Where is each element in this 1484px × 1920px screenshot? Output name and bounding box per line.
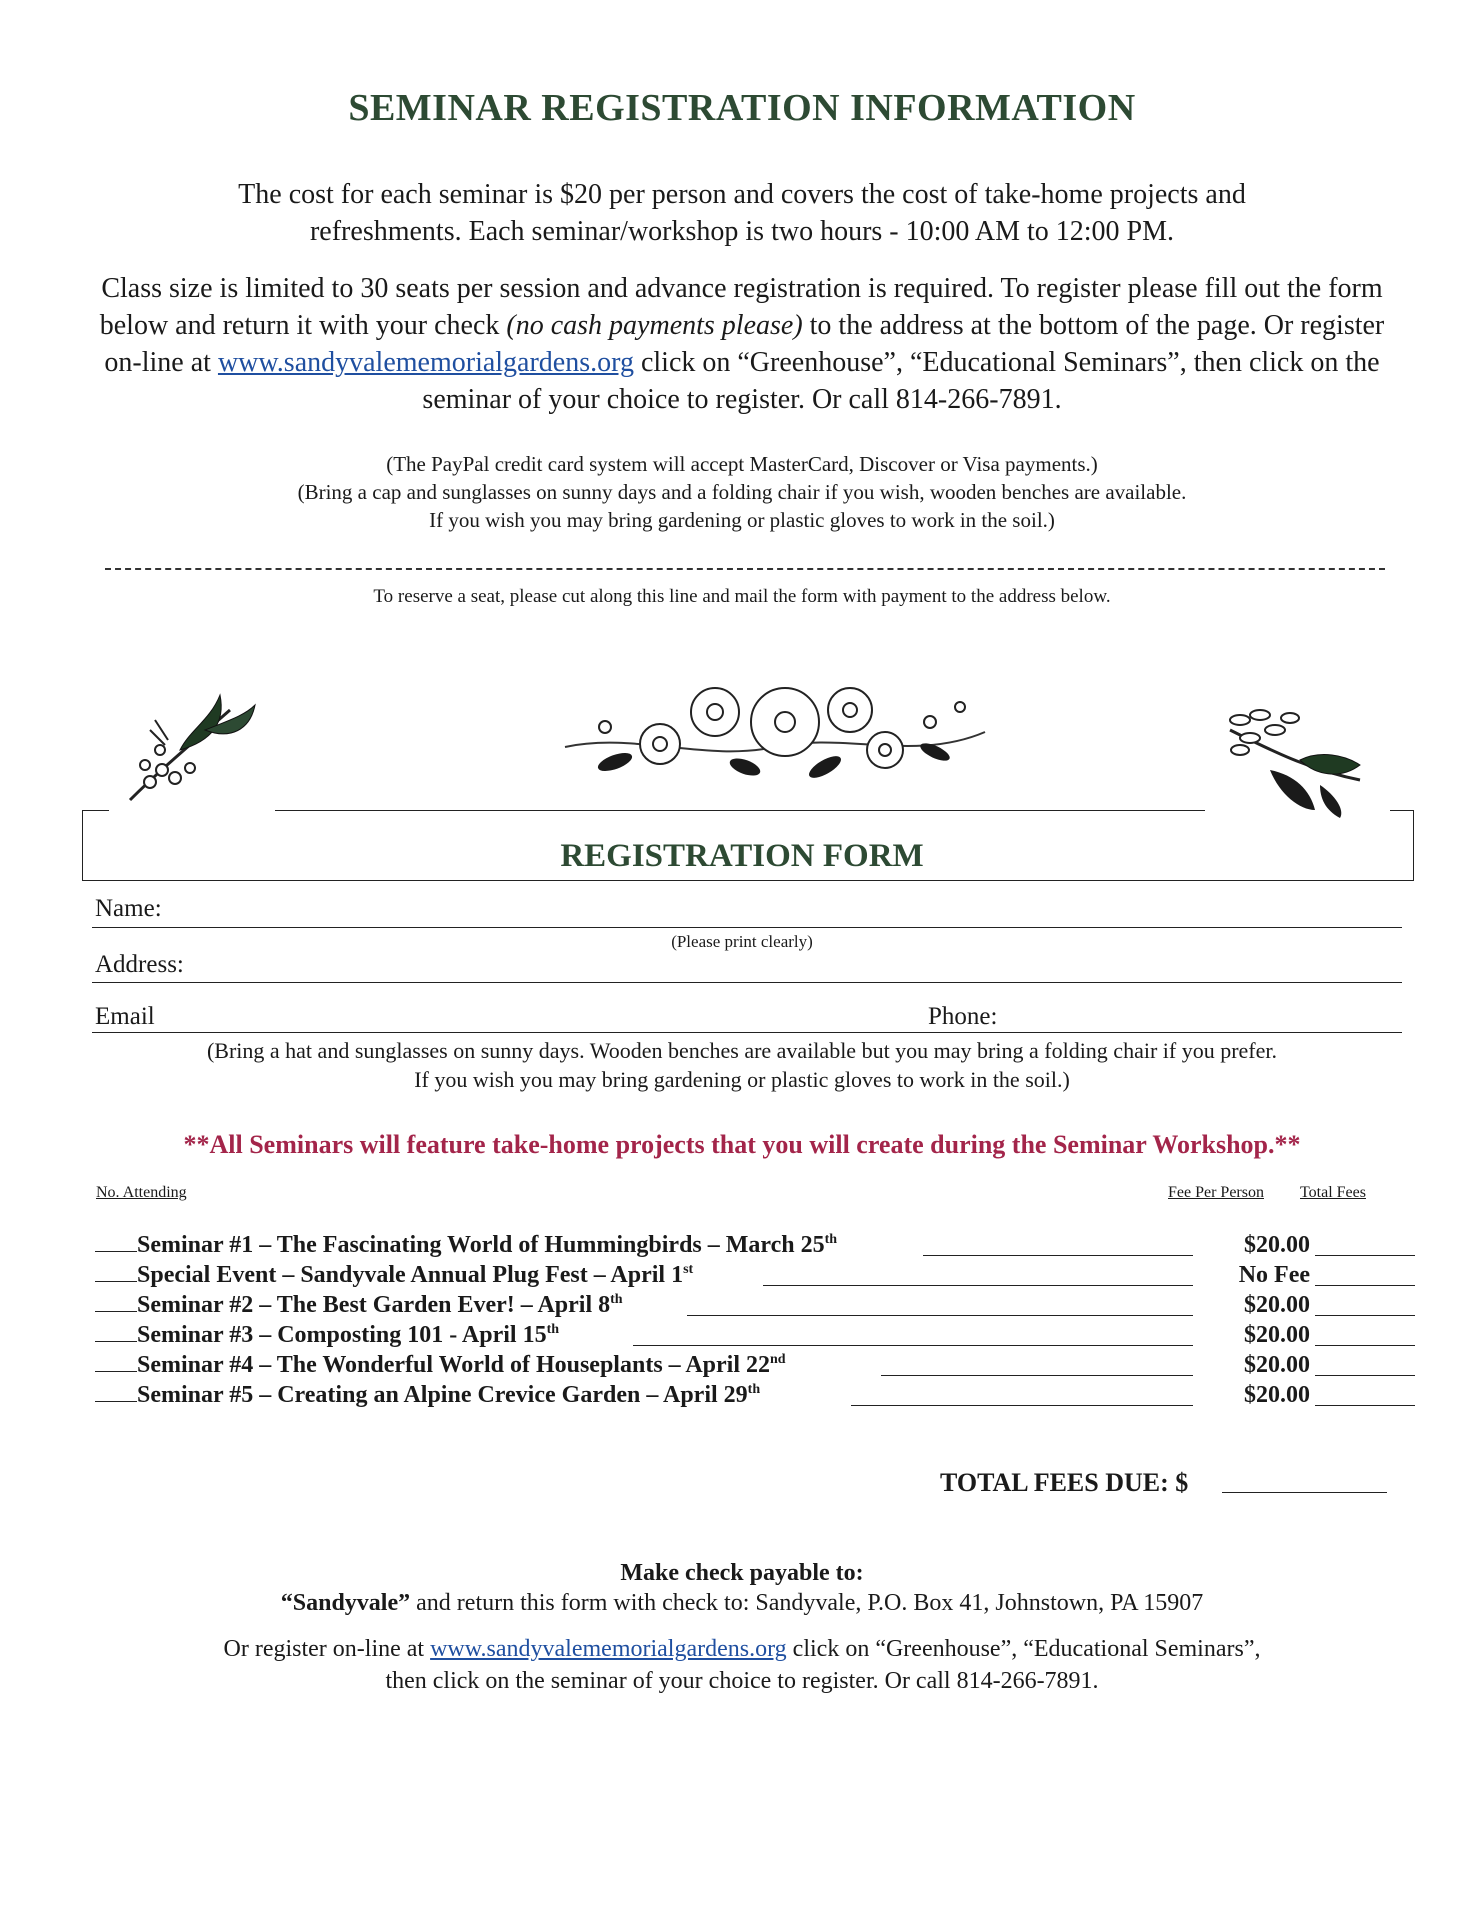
fill-line xyxy=(881,1375,1193,1376)
total-fee-blank[interactable] xyxy=(1315,1345,1415,1346)
phone-label: Phone: xyxy=(928,1003,998,1030)
seminar-label: Seminar #2 – The Best Garden Ever! – April 8 xyxy=(137,1292,611,1318)
attending-blank[interactable] xyxy=(95,1251,137,1252)
branch-illustration-left xyxy=(120,690,260,810)
reg-text-2: to the address at the bottom of the page. Or register on-line at xyxy=(104,310,1385,378)
info-notes xyxy=(0,450,1484,534)
payable-address xyxy=(0,1590,1484,1617)
seminar-label: Seminar #4 – The Wonderful World of Houseplants – April 22 xyxy=(137,1352,770,1378)
seminar-fee: $20.00 xyxy=(1244,1352,1310,1378)
address-label: Address: xyxy=(95,951,184,978)
total-fees-label: TOTAL FEES DUE: $ xyxy=(940,1468,1189,1497)
mailing-address: and return this form with check to: Sandyvale, P.O. Box 41, Johnstown, PA 15907 xyxy=(410,1590,1204,1616)
col-total-fees: Total Fees xyxy=(1300,1184,1366,1201)
fill-line xyxy=(923,1255,1193,1256)
seminar-label: Seminar #5 – Creating an Alpine Crevice Garden – April 29 xyxy=(137,1382,748,1408)
attending-blank[interactable] xyxy=(95,1371,137,1372)
name-field[interactable] xyxy=(92,927,1402,928)
col-fee-per-person: Fee Per Person xyxy=(1168,1184,1264,1201)
date-suffix: nd xyxy=(770,1352,786,1367)
seminar-row[interactable] xyxy=(95,1352,1415,1382)
email-label: Email xyxy=(95,1003,155,1030)
payable-heading: Make check payable to: xyxy=(620,1560,864,1586)
col-attending: No. Attending xyxy=(96,1184,187,1201)
bring-cap-note: (Bring a cap and sunglasses on sunny days and a folding chair if you wish, wooden benches are available. xyxy=(297,480,1187,504)
no-cash-note: (no cash payments please) xyxy=(506,310,803,341)
seminar-label: Seminar #1 – The Fascinating World of Hummingbirds – March 25 xyxy=(137,1232,825,1258)
fill-line xyxy=(763,1285,1193,1286)
seminar-row[interactable] xyxy=(95,1382,1415,1412)
footer-website-link[interactable]: www.sandyvalememorialgardens.org xyxy=(430,1636,787,1662)
date-suffix: th xyxy=(610,1292,623,1307)
gloves-note: If you wish you may bring gardening or plastic gloves to work in the soil.) xyxy=(429,508,1055,532)
fill-line xyxy=(687,1315,1193,1316)
cost-line-2: refreshments. Each seminar/workshop is two hours - 10:00 AM to 12:00 PM. xyxy=(309,216,1175,247)
payee-name: “Sandyvale” xyxy=(280,1590,411,1616)
total-fee-blank[interactable] xyxy=(1315,1375,1415,1376)
total-fees-blank[interactable] xyxy=(1222,1492,1387,1493)
email-phone-field[interactable] xyxy=(92,1032,1402,1033)
website-link[interactable]: www.sandyvalememorialgardens.org xyxy=(217,347,634,378)
attending-blank[interactable] xyxy=(95,1401,137,1402)
seminar-row[interactable] xyxy=(95,1322,1415,1352)
print-clearly-note: (Please print clearly) xyxy=(671,932,813,951)
seminar-label: Special Event – Sandyvale Annual Plug Fest – April 1 xyxy=(137,1262,684,1288)
flower-garland-illustration xyxy=(555,672,995,792)
fill-line xyxy=(851,1405,1193,1406)
name-label: Name: xyxy=(95,895,162,922)
seminar-fee: $20.00 xyxy=(1244,1292,1310,1318)
attending-blank[interactable] xyxy=(95,1281,137,1282)
gloves-note-2: If you wish you may bring gardening or plastic gloves to work in the soil.) xyxy=(414,1067,1070,1092)
total-fee-blank[interactable] xyxy=(1315,1255,1415,1256)
leaf-sprig-illustration-right xyxy=(1220,700,1370,820)
fill-line xyxy=(633,1345,1193,1346)
page-title: SEMINAR REGISTRATION INFORMATION xyxy=(348,87,1136,129)
bring-hat-note: (Bring a hat and sunglasses on sunny days. Wooden benches are available but you may bring a folding chair if you prefer. xyxy=(206,1038,1278,1063)
paypal-note: (The PayPal credit card system will accept MasterCard, Discover or Visa payments.) xyxy=(386,452,1098,476)
online-text-1: Or register on-line at xyxy=(223,1636,431,1662)
date-suffix: th xyxy=(546,1322,560,1337)
reg-text-1: Class size is limited to 30 seats per session and advance registration is required. To register please fill out the form below and return it with your check xyxy=(99,273,1383,341)
seminar-label: Seminar #3 – Composting 101 - April 15 xyxy=(137,1322,547,1348)
seminar-row[interactable] xyxy=(95,1232,1415,1262)
reg-text-3: click on “Greenhouse”, “Educational Seminars”, then click on the seminar of your choice to register. Or call 814-266-7891. xyxy=(422,347,1380,415)
bring-hat-notes xyxy=(0,1036,1484,1094)
online-text-2: click on “Greenhouse”, “Educational Seminars”, xyxy=(786,1636,1261,1662)
feature-banner: **All Seminars will feature take-home projects that you will create during the Seminar Workshop.** xyxy=(183,1130,1301,1159)
address-field[interactable] xyxy=(92,982,1402,983)
attending-blank[interactable] xyxy=(95,1311,137,1312)
seminar-row[interactable] xyxy=(95,1292,1415,1322)
registration-paragraph xyxy=(80,270,1404,418)
total-fee-blank[interactable] xyxy=(1315,1315,1415,1316)
seminar-fee: $20.00 xyxy=(1244,1232,1310,1258)
seminar-fee: $20.00 xyxy=(1244,1322,1310,1348)
date-suffix: th xyxy=(824,1232,838,1247)
total-fee-blank[interactable] xyxy=(1315,1405,1415,1406)
cut-instruction: To reserve a seat, please cut along this line and mail the form with payment to the address below. xyxy=(373,586,1111,607)
total-fee-blank[interactable] xyxy=(1315,1285,1415,1286)
form-title: REGISTRATION FORM xyxy=(560,838,924,874)
cut-line-divider xyxy=(105,568,1385,570)
cost-line-1: The cost for each seminar is $20 per person and covers the cost of take-home projects and xyxy=(238,179,1246,210)
seminar-row[interactable] xyxy=(95,1262,1415,1292)
online-text-3: then click on the seminar of your choice to register. Or call 814-266-7891. xyxy=(385,1668,1099,1694)
attending-blank[interactable] xyxy=(95,1341,137,1342)
seminar-fee: No Fee xyxy=(1238,1262,1310,1288)
cost-paragraph xyxy=(80,176,1404,250)
seminar-fee: $20.00 xyxy=(1244,1382,1310,1408)
date-suffix: th xyxy=(747,1382,761,1397)
date-suffix: st xyxy=(683,1262,694,1277)
online-registration xyxy=(0,1633,1484,1697)
